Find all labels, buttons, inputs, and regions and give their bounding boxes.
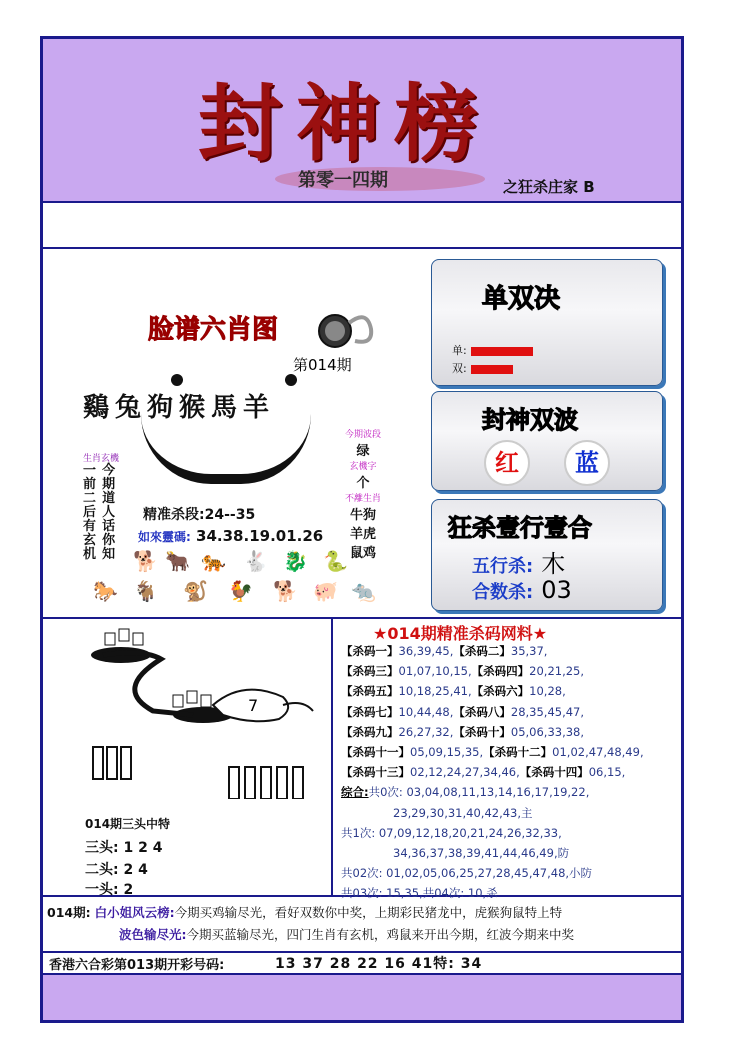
- kill-line: 【杀码十三】02,12,24,27,34,46,【杀码十四】06,15,: [341, 765, 626, 780]
- even-bar: [471, 365, 513, 374]
- tiger-icon: 🐅: [201, 549, 226, 573]
- riddle-column: [43, 619, 333, 898]
- hit-row-2: [85, 859, 148, 879]
- eye-icon: [171, 374, 183, 386]
- hit-label: 一头:: [85, 882, 119, 898]
- zodiac-value-a: 牛狗: [349, 508, 376, 523]
- lucky-codes-label: 如來靈碼:: [138, 530, 191, 544]
- kill-element-title: 狂杀壹行壹合: [448, 514, 592, 542]
- snake-icon: 🐍: [323, 549, 348, 573]
- mystery-col1: 一前二后有玄机: [83, 463, 97, 562]
- wuxing-value: 木: [541, 550, 566, 578]
- forecast-label-1: 白小姐风云榜:: [94, 905, 175, 920]
- kill-segment-value: 24--35: [204, 507, 256, 523]
- wave-box: [333, 427, 393, 561]
- issue-label: 第零一四期: [298, 170, 388, 191]
- face-issue-label: 第014期: [293, 356, 352, 374]
- star-icon: ★: [373, 624, 388, 643]
- mystery-box: [83, 451, 135, 562]
- svg-text:7: 7: [248, 696, 259, 715]
- smile-icon: [141, 414, 311, 484]
- char-heading: 玄機字: [349, 462, 377, 472]
- odd-even-title: 单双决: [482, 284, 561, 314]
- kill-element-panel: [431, 499, 663, 611]
- odd-row: [452, 342, 533, 358]
- star-icon: ★: [532, 624, 548, 643]
- hits-title: 014期三头中特: [85, 817, 171, 831]
- footer-band: [43, 975, 681, 1020]
- header: [43, 39, 681, 203]
- wave-heading: 今期波段: [344, 430, 381, 440]
- hit-value: 2 4: [123, 862, 148, 878]
- dragon-icon: 🐉: [283, 549, 308, 573]
- pig-icon: 🐖: [313, 579, 338, 603]
- goat-icon: 🐐: [133, 579, 158, 603]
- wuxing-label: 五行杀:: [472, 556, 534, 577]
- mystery-col2: 今期道人话你知: [102, 463, 116, 562]
- draw-result: [43, 953, 681, 975]
- kill-codes-title-text: 014期精准杀码网料: [387, 624, 533, 643]
- animal-row: [83, 549, 403, 609]
- odd-even-panel: [431, 259, 663, 386]
- hit-row-1: [85, 879, 133, 899]
- monkey-icon: 🐒: [183, 579, 208, 603]
- heshu-row: [472, 576, 572, 604]
- rabbit-icon: 🐇: [243, 549, 268, 573]
- rooster-icon: 🐓: [228, 579, 253, 603]
- lucky-codes: [138, 527, 323, 545]
- summary-2: 共02次: 01,02,05,06,25,27,28,45,47,48,小防: [341, 866, 593, 881]
- wuxing-row: [472, 544, 565, 579]
- ox-icon: 🐂: [165, 549, 190, 573]
- summary-3: 共03次: 15,35,共04次: 10,杀: [341, 886, 498, 901]
- zodiac-heading: 不離生肖: [344, 494, 381, 504]
- blank-band: [43, 203, 681, 249]
- forecast-issue: 014期:: [47, 905, 91, 920]
- hit-label: 二头:: [85, 862, 119, 878]
- rat-icon: 🐀: [351, 579, 376, 603]
- heshu-label: 合数杀:: [472, 582, 534, 603]
- horse-icon: 🐎: [93, 579, 118, 603]
- page-title: 封神榜: [198, 74, 493, 173]
- kill-line: 【杀码三】01,07,10,15,【杀码四】20,21,25,: [341, 664, 585, 679]
- even-label: 双:: [452, 362, 467, 375]
- lock-icon: [315, 305, 375, 351]
- kill-line: 【杀码七】10,44,48,【杀码八】28,35,45,47,: [341, 704, 585, 719]
- char-value: 个: [356, 476, 370, 491]
- hit-value: 2: [123, 882, 134, 898]
- mystery-heading: 生肖玄機: [83, 454, 120, 464]
- kill-line: 【杀码五】10,18,25,41,【杀码六】10,28,: [341, 684, 566, 699]
- hit-value: 1 2 4: [123, 840, 163, 856]
- face-chart-title: 脸谱六肖图: [148, 315, 279, 345]
- double-wave-title: 封神双波: [482, 406, 578, 434]
- summary-1: 共1次: 07,09,12,18,20,21,24,26,32,33,: [341, 825, 562, 840]
- blue-ball: 蓝: [564, 440, 610, 486]
- kill-line: 【杀码一】36,39,45,【杀码二】35,37,: [341, 644, 548, 658]
- summary-1b: 34,36,37,38,39,41,44,46,49,防: [393, 846, 570, 861]
- middle-section: [43, 249, 681, 619]
- lucky-codes-value: 34.38.19.01.26: [196, 527, 324, 545]
- dog-icon: 🐕: [133, 549, 158, 573]
- red-ball: 红: [484, 440, 530, 486]
- eye-icon: [285, 374, 297, 386]
- forecast-lines: [43, 897, 681, 953]
- forecast-line-1: [47, 903, 562, 921]
- wave-value: 绿: [356, 444, 370, 459]
- forecast-line-2: [119, 925, 574, 943]
- kill-line: 【杀码九】26,27,32,【杀码十】05,06,33,38,: [341, 724, 585, 739]
- zodiac-value-c: 鼠鸡: [349, 546, 376, 561]
- hit-row-3: [85, 837, 162, 857]
- draw-result-numbers: 13 37 28 22 16 41特: 34: [275, 956, 483, 972]
- summary-0b: 23,29,30,31,40,42,43,主: [393, 805, 533, 820]
- forecast-text-2: 今期买蓝输尽光，四门生肖有玄机，鸡鼠来开出今期，红波今期来中奖: [186, 927, 575, 942]
- forecast-text-1: 今期买鸡输尽光，看好双数你中奖，上期彩民猪龙中，虎猴狗鼠特上特: [174, 905, 563, 920]
- poster-frame: [40, 36, 684, 1023]
- draw-result-label: 香港六合彩第013期开彩号码:: [49, 958, 225, 973]
- lower-section: [43, 619, 681, 901]
- kill-segment-label: 精准杀段:: [143, 507, 205, 523]
- hit-label: 三头:: [85, 840, 119, 856]
- dog2-icon: 🐕: [273, 579, 298, 603]
- summary-0: 综合:共0次: 03,04,08,11,13,14,16,17,19,22,: [341, 785, 590, 800]
- riddle-drawing-icon: [43, 619, 331, 799]
- odd-bar: [471, 347, 533, 356]
- zodiac-six: 鷄兔狗猴馬羊: [83, 393, 276, 423]
- author-label: 之狂杀庄家 B: [503, 178, 595, 196]
- odd-label: 单:: [452, 344, 467, 357]
- zodiac-value-b: 羊虎: [349, 527, 376, 542]
- kill-line: 【杀码十一】05,09,15,35,【杀码十二】01,02,47,48,49,: [341, 745, 644, 760]
- kill-segment: [143, 504, 255, 524]
- forecast-label-2: 波色输尽光:: [119, 927, 187, 942]
- kill-lines: [341, 641, 681, 904]
- double-wave-panel: [431, 391, 663, 491]
- kill-codes-column: [333, 619, 681, 901]
- heshu-value: 03: [541, 576, 572, 604]
- even-row: [452, 360, 513, 376]
